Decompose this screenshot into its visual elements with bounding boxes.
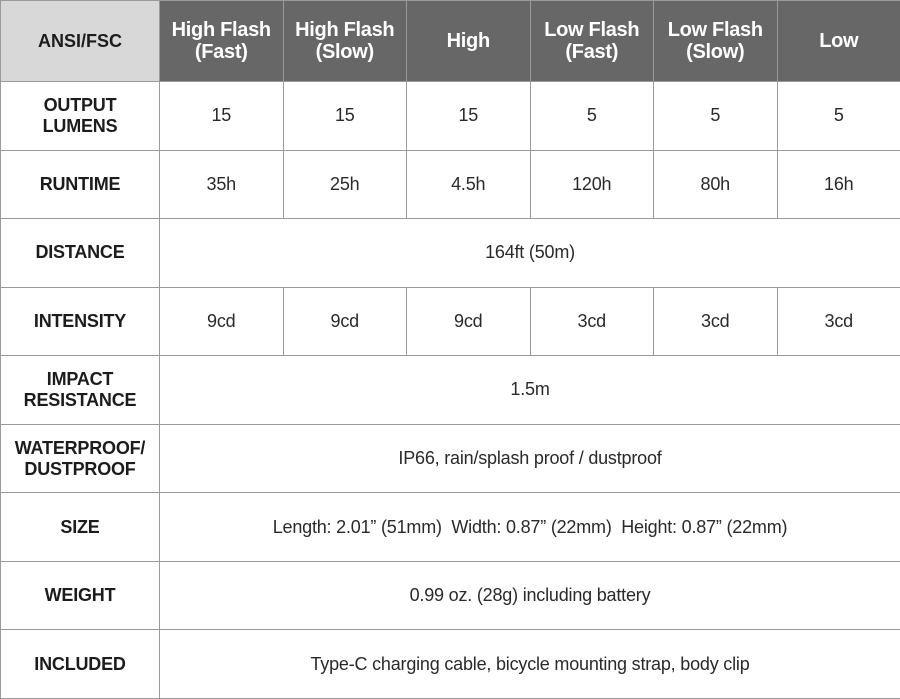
output-lumens-row — [1, 82, 900, 151]
output-lumens-value: 15 — [283, 82, 407, 151]
intensity-value: 3cd — [654, 287, 778, 356]
output-lumens-value: 5 — [654, 82, 778, 151]
intensity-value: 9cd — [160, 287, 284, 356]
output-lumens-value: 15 — [160, 82, 284, 151]
waterproof-row — [1, 424, 900, 493]
intensity-value: 3cd — [530, 287, 654, 356]
runtime-value: 35h — [160, 150, 284, 219]
intensity-value: 9cd — [283, 287, 407, 356]
size-row — [1, 493, 900, 562]
header-row — [1, 1, 900, 82]
size-value: Length: 2.01” (51mm) Width: 0.87” (22mm) Height: 0.87” (22mm) — [160, 493, 900, 562]
mode-header-high-flash-fast: High Flash (Fast) — [160, 1, 284, 82]
mode-header-low-flash-fast: Low Flash (Fast) — [530, 1, 654, 82]
corner-header: ANSI/FSC — [1, 1, 160, 82]
included-value: Type-C charging cable, bicycle mounting strap, body clip — [160, 630, 900, 699]
included-label: INCLUDED — [1, 630, 160, 699]
weight-value: 0.99 oz. (28g) including battery — [160, 561, 900, 630]
output-lumens-value: 15 — [407, 82, 531, 151]
size-label: SIZE — [1, 493, 160, 562]
included-row — [1, 630, 900, 699]
impact-resistance-label: IMPACT RESISTANCE — [1, 356, 160, 425]
waterproof-label: WATERPROOF/ DUSTPROOF — [1, 424, 160, 493]
runtime-row — [1, 150, 900, 219]
mode-header-low-flash-slow: Low Flash (Slow) — [654, 1, 778, 82]
runtime-label: RUNTIME — [1, 150, 160, 219]
runtime-value: 25h — [283, 150, 407, 219]
distance-row — [1, 219, 900, 288]
runtime-value: 16h — [777, 150, 900, 219]
runtime-value: 4.5h — [407, 150, 531, 219]
distance-label: DISTANCE — [1, 219, 160, 288]
intensity-value: 3cd — [777, 287, 900, 356]
distance-value: 164ft (50m) — [160, 219, 900, 288]
weight-row — [1, 561, 900, 630]
runtime-value: 120h — [530, 150, 654, 219]
intensity-value: 9cd — [407, 287, 531, 356]
mode-header-high-flash-slow: High Flash (Slow) — [283, 1, 407, 82]
intensity-row — [1, 287, 900, 356]
mode-header-low: Low — [777, 1, 900, 82]
runtime-value: 80h — [654, 150, 778, 219]
waterproof-value: IP66, rain/splash proof / dustproof — [160, 424, 900, 493]
output-lumens-value: 5 — [777, 82, 900, 151]
impact-resistance-row — [1, 356, 900, 425]
mode-header-high: High — [407, 1, 531, 82]
intensity-label: INTENSITY — [1, 287, 160, 356]
impact-resistance-value: 1.5m — [160, 356, 900, 425]
output-lumens-label: OUTPUT LUMENS — [1, 82, 160, 151]
output-lumens-value: 5 — [530, 82, 654, 151]
weight-label: WEIGHT — [1, 561, 160, 630]
